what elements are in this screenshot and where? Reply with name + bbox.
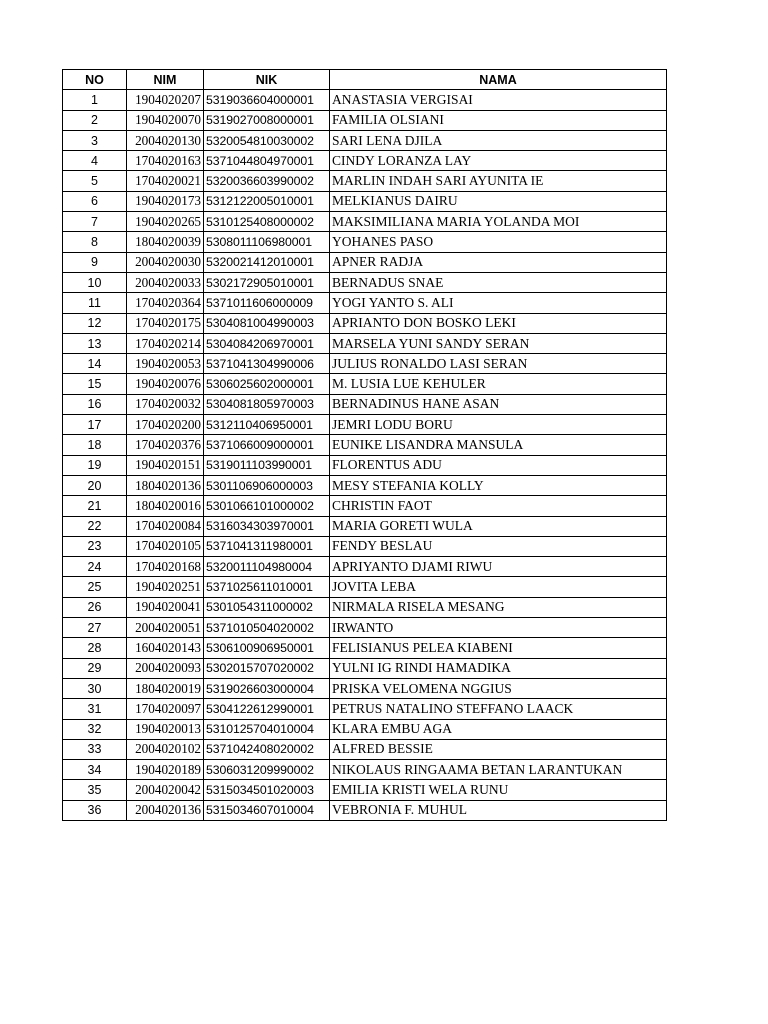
cell-nama: MESY STEFANIA KOLLY bbox=[330, 475, 667, 495]
cell-nim: 1704020376 bbox=[127, 435, 204, 455]
cell-nik: 5315034607010004 bbox=[204, 800, 330, 820]
table-row bbox=[63, 516, 667, 536]
table-row bbox=[63, 90, 667, 110]
cell-no: 1 bbox=[63, 90, 127, 110]
cell-nama: CHRISTIN FAOT bbox=[330, 496, 667, 516]
table-row bbox=[63, 719, 667, 739]
cell-no: 13 bbox=[63, 333, 127, 353]
cell-nik: 5312122005010001 bbox=[204, 191, 330, 211]
cell-nama: YULNI IG RINDI HAMADIKA bbox=[330, 658, 667, 678]
table-row bbox=[63, 313, 667, 333]
cell-nik: 5310125408000002 bbox=[204, 212, 330, 232]
cell-nim: 1604020143 bbox=[127, 638, 204, 658]
table-row bbox=[63, 699, 667, 719]
cell-nim: 1704020105 bbox=[127, 536, 204, 556]
table-row bbox=[63, 151, 667, 171]
cell-nik: 5371044804970001 bbox=[204, 151, 330, 171]
cell-nama: MELKIANUS DAIRU bbox=[330, 191, 667, 211]
cell-nik: 5371066009000001 bbox=[204, 435, 330, 455]
table-row bbox=[63, 252, 667, 272]
cell-nama: EUNIKE LISANDRA MANSULA bbox=[330, 435, 667, 455]
cell-nim: 1704020200 bbox=[127, 415, 204, 435]
cell-nim: 1904020251 bbox=[127, 577, 204, 597]
cell-nik: 5320054810030002 bbox=[204, 130, 330, 150]
cell-nama: ALFRED BESSIE bbox=[330, 739, 667, 759]
cell-nik: 5308011106980001 bbox=[204, 232, 330, 252]
cell-no: 26 bbox=[63, 597, 127, 617]
cell-no: 36 bbox=[63, 800, 127, 820]
cell-nim: 1904020207 bbox=[127, 90, 204, 110]
cell-no: 31 bbox=[63, 699, 127, 719]
cell-nama: APRIANTO DON BOSKO LEKI bbox=[330, 313, 667, 333]
cell-nim: 2004020033 bbox=[127, 272, 204, 292]
table-row bbox=[63, 374, 667, 394]
cell-no: 2 bbox=[63, 110, 127, 130]
cell-nim: 1904020013 bbox=[127, 719, 204, 739]
cell-nama: FAMILIA OLSIANI bbox=[330, 110, 667, 130]
cell-no: 20 bbox=[63, 475, 127, 495]
cell-nim: 1904020151 bbox=[127, 455, 204, 475]
cell-nim: 2004020102 bbox=[127, 739, 204, 759]
table-row bbox=[63, 577, 667, 597]
table-row bbox=[63, 354, 667, 374]
cell-no: 7 bbox=[63, 212, 127, 232]
cell-nik: 5302015707020002 bbox=[204, 658, 330, 678]
cell-nim: 1904020041 bbox=[127, 597, 204, 617]
table-row bbox=[63, 333, 667, 353]
cell-nim: 1704020175 bbox=[127, 313, 204, 333]
cell-nama: FENDY BESLAU bbox=[330, 536, 667, 556]
cell-nim: 1904020189 bbox=[127, 760, 204, 780]
table-row bbox=[63, 110, 667, 130]
cell-nim: 1704020364 bbox=[127, 293, 204, 313]
cell-nama: PRISKA VELOMENA NGGIUS bbox=[330, 678, 667, 698]
table-row bbox=[63, 212, 667, 232]
table-row bbox=[63, 475, 667, 495]
cell-nik: 5302172905010001 bbox=[204, 272, 330, 292]
cell-no: 3 bbox=[63, 130, 127, 150]
table-row bbox=[63, 191, 667, 211]
cell-nik: 5304084206970001 bbox=[204, 333, 330, 353]
cell-nim: 1904020053 bbox=[127, 354, 204, 374]
cell-no: 23 bbox=[63, 536, 127, 556]
cell-nim: 1704020084 bbox=[127, 516, 204, 536]
cell-nik: 5306031209990002 bbox=[204, 760, 330, 780]
cell-no: 8 bbox=[63, 232, 127, 252]
cell-nama: YOHANES PASO bbox=[330, 232, 667, 252]
cell-nim: 1804020039 bbox=[127, 232, 204, 252]
cell-nama: PETRUS NATALINO STEFFANO LAACK bbox=[330, 699, 667, 719]
cell-nim: 1704020163 bbox=[127, 151, 204, 171]
cell-nim: 2004020093 bbox=[127, 658, 204, 678]
cell-nim: 1804020136 bbox=[127, 475, 204, 495]
header-nim: NIM bbox=[127, 70, 204, 90]
cell-nim: 1704020168 bbox=[127, 557, 204, 577]
cell-no: 5 bbox=[63, 171, 127, 191]
cell-nama: MARSELA YUNI SANDY SERAN bbox=[330, 333, 667, 353]
cell-no: 17 bbox=[63, 415, 127, 435]
cell-nik: 5319036604000001 bbox=[204, 90, 330, 110]
cell-nik: 5320021412010001 bbox=[204, 252, 330, 272]
cell-nama: JULIUS RONALDO LASI SERAN bbox=[330, 354, 667, 374]
cell-nik: 5304081805970003 bbox=[204, 394, 330, 414]
cell-nik: 5306025602000001 bbox=[204, 374, 330, 394]
table-row bbox=[63, 597, 667, 617]
cell-nama: CINDY LORANZA LAY bbox=[330, 151, 667, 171]
cell-nim: 1904020070 bbox=[127, 110, 204, 130]
cell-nik: 5316034303970001 bbox=[204, 516, 330, 536]
cell-nama: MARIA GORETI WULA bbox=[330, 516, 667, 536]
table-header-row bbox=[63, 70, 667, 90]
cell-nik: 5371010504020002 bbox=[204, 618, 330, 638]
table-row bbox=[63, 232, 667, 252]
cell-nama: APNER RADJA bbox=[330, 252, 667, 272]
cell-nama: FLORENTUS ADU bbox=[330, 455, 667, 475]
table-row bbox=[63, 638, 667, 658]
cell-nik: 5371041304990006 bbox=[204, 354, 330, 374]
table-row bbox=[63, 455, 667, 475]
cell-nik: 5301106906000003 bbox=[204, 475, 330, 495]
cell-nik: 5320036603990002 bbox=[204, 171, 330, 191]
cell-no: 9 bbox=[63, 252, 127, 272]
table-row bbox=[63, 780, 667, 800]
cell-nim: 1904020076 bbox=[127, 374, 204, 394]
cell-no: 27 bbox=[63, 618, 127, 638]
table-row bbox=[63, 171, 667, 191]
cell-nim: 2004020136 bbox=[127, 800, 204, 820]
cell-nim: 2004020030 bbox=[127, 252, 204, 272]
cell-nik: 5371041311980001 bbox=[204, 536, 330, 556]
cell-no: 35 bbox=[63, 780, 127, 800]
cell-nama: IRWANTO bbox=[330, 618, 667, 638]
cell-nik: 5315034501020003 bbox=[204, 780, 330, 800]
table-row bbox=[63, 536, 667, 556]
cell-nik: 5304081004990003 bbox=[204, 313, 330, 333]
table-row bbox=[63, 557, 667, 577]
cell-nik: 5301054311000002 bbox=[204, 597, 330, 617]
table-row bbox=[63, 496, 667, 516]
cell-nik: 5301066101000002 bbox=[204, 496, 330, 516]
cell-nama: ANASTASIA VERGISAI bbox=[330, 90, 667, 110]
cell-nim: 2004020130 bbox=[127, 130, 204, 150]
cell-nik: 5371011606000009 bbox=[204, 293, 330, 313]
cell-nik: 5312110406950001 bbox=[204, 415, 330, 435]
table-body bbox=[63, 90, 667, 821]
cell-no: 10 bbox=[63, 272, 127, 292]
table-row bbox=[63, 678, 667, 698]
cell-no: 32 bbox=[63, 719, 127, 739]
cell-no: 33 bbox=[63, 739, 127, 759]
cell-nama: BERNADINUS HANE ASAN bbox=[330, 394, 667, 414]
cell-no: 15 bbox=[63, 374, 127, 394]
cell-nik: 5319011103990001 bbox=[204, 455, 330, 475]
cell-no: 4 bbox=[63, 151, 127, 171]
cell-nama: VEBRONIA F. MUHUL bbox=[330, 800, 667, 820]
table-row bbox=[63, 415, 667, 435]
cell-nik: 5310125704010004 bbox=[204, 719, 330, 739]
table-row bbox=[63, 394, 667, 414]
cell-nama: NIRMALA RISELA MESANG bbox=[330, 597, 667, 617]
cell-nama: YOGI YANTO S. ALI bbox=[330, 293, 667, 313]
cell-no: 19 bbox=[63, 455, 127, 475]
cell-no: 34 bbox=[63, 760, 127, 780]
cell-nik: 5319026603000004 bbox=[204, 678, 330, 698]
cell-no: 22 bbox=[63, 516, 127, 536]
cell-nama: NIKOLAUS RINGAAMA BETAN LARANTUKAN bbox=[330, 760, 667, 780]
cell-nik: 5306100906950001 bbox=[204, 638, 330, 658]
cell-nim: 1704020097 bbox=[127, 699, 204, 719]
cell-nama: MARLIN INDAH SARI AYUNITA IE bbox=[330, 171, 667, 191]
cell-nama: SARI LENA DJILA bbox=[330, 130, 667, 150]
table-row bbox=[63, 130, 667, 150]
cell-nik: 5371025611010001 bbox=[204, 577, 330, 597]
cell-nama: APRIYANTO DJAMI RIWU bbox=[330, 557, 667, 577]
cell-nik: 5304122612990001 bbox=[204, 699, 330, 719]
cell-nim: 1804020019 bbox=[127, 678, 204, 698]
cell-no: 24 bbox=[63, 557, 127, 577]
cell-nim: 2004020051 bbox=[127, 618, 204, 638]
cell-no: 16 bbox=[63, 394, 127, 414]
cell-nik: 5319027008000001 bbox=[204, 110, 330, 130]
header-nik: NIK bbox=[204, 70, 330, 90]
table-row bbox=[63, 658, 667, 678]
cell-no: 21 bbox=[63, 496, 127, 516]
cell-nim: 1904020265 bbox=[127, 212, 204, 232]
cell-no: 12 bbox=[63, 313, 127, 333]
cell-nim: 1704020032 bbox=[127, 394, 204, 414]
cell-nim: 1704020214 bbox=[127, 333, 204, 353]
cell-nim: 2004020042 bbox=[127, 780, 204, 800]
cell-nama: JOVITA LEBA bbox=[330, 577, 667, 597]
cell-nama: M. LUSIA LUE KEHULER bbox=[330, 374, 667, 394]
cell-no: 18 bbox=[63, 435, 127, 455]
cell-nik: 5371042408020002 bbox=[204, 739, 330, 759]
cell-no: 14 bbox=[63, 354, 127, 374]
cell-nama: JEMRI LODU BORU bbox=[330, 415, 667, 435]
cell-no: 6 bbox=[63, 191, 127, 211]
table-row bbox=[63, 293, 667, 313]
cell-nama: FELISIANUS PELEA KIABENI bbox=[330, 638, 667, 658]
cell-nama: MAKSIMILIANA MARIA YOLANDA MOI bbox=[330, 212, 667, 232]
table-row bbox=[63, 760, 667, 780]
student-table bbox=[62, 69, 667, 821]
cell-no: 30 bbox=[63, 678, 127, 698]
header-no: NO bbox=[63, 70, 127, 90]
cell-nim: 1704020021 bbox=[127, 171, 204, 191]
table-row bbox=[63, 800, 667, 820]
cell-nim: 1904020173 bbox=[127, 191, 204, 211]
cell-nama: KLARA EMBU AGA bbox=[330, 719, 667, 739]
cell-no: 11 bbox=[63, 293, 127, 313]
cell-nama: BERNADUS SNAE bbox=[330, 272, 667, 292]
table-row bbox=[63, 272, 667, 292]
cell-no: 29 bbox=[63, 658, 127, 678]
cell-nim: 1804020016 bbox=[127, 496, 204, 516]
table-row bbox=[63, 739, 667, 759]
cell-nik: 5320011104980004 bbox=[204, 557, 330, 577]
table-row bbox=[63, 435, 667, 455]
cell-no: 28 bbox=[63, 638, 127, 658]
cell-no: 25 bbox=[63, 577, 127, 597]
table-row bbox=[63, 618, 667, 638]
cell-nama: EMILIA KRISTI WELA RUNU bbox=[330, 780, 667, 800]
header-nama: NAMA bbox=[330, 70, 667, 90]
